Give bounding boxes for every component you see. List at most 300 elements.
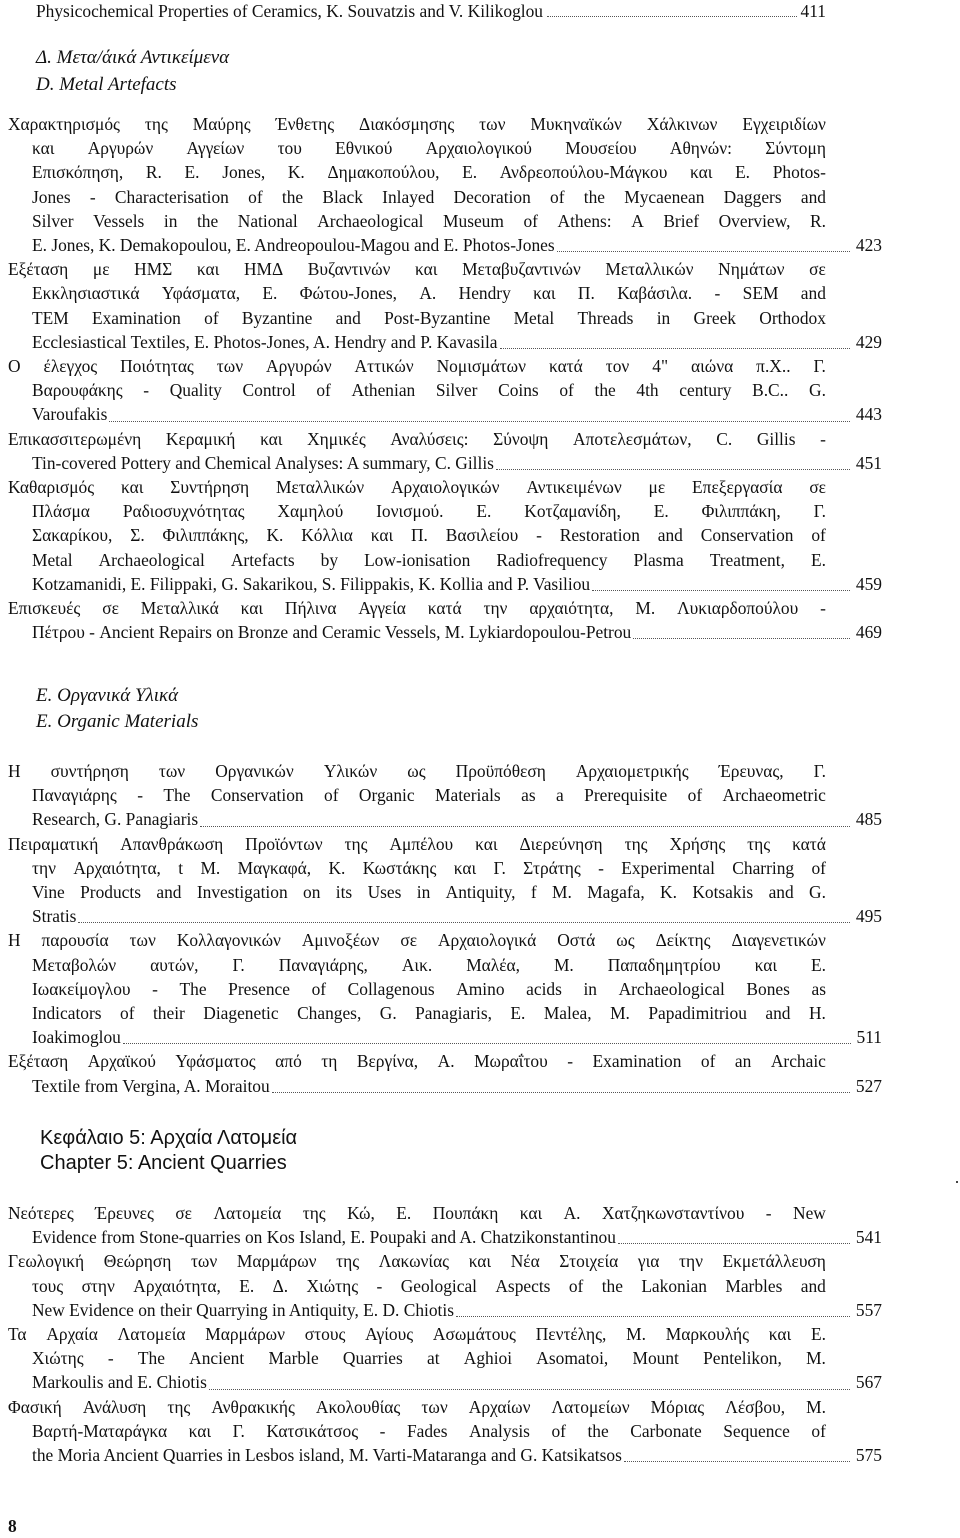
- toc-page-number: 485: [855, 809, 882, 830]
- toc-entry-last-line: [8, 1074, 882, 1098]
- word: Χημικές: [307, 428, 366, 449]
- toc-entry[interactable]: [8, 475, 882, 596]
- word: Collagenous: [347, 978, 435, 999]
- word: Αρχαϊκού: [87, 1051, 156, 1072]
- word: Γ.: [493, 857, 506, 878]
- word: G.: [379, 1003, 397, 1024]
- toc-entry-line: [8, 953, 826, 977]
- word: -: [765, 1203, 772, 1223]
- leader-dots: [272, 1074, 850, 1093]
- word: Restoration: [559, 525, 640, 546]
- toc-page-number: 469: [855, 622, 882, 643]
- word: Threads: [577, 307, 634, 328]
- word: Ε.: [239, 1275, 255, 1296]
- word: by: [320, 549, 339, 570]
- word: Εξέταση: [8, 1051, 69, 1072]
- toc-entry[interactable]: [8, 112, 882, 257]
- word: συντήρηση: [50, 761, 129, 781]
- word: Pentelikon,: [703, 1348, 782, 1369]
- word: on: [303, 882, 321, 903]
- word: παρουσία: [41, 930, 109, 951]
- word: Asomatoi,: [536, 1348, 609, 1369]
- toc-entry[interactable]: [8, 1049, 882, 1097]
- leader-dots: [557, 233, 850, 252]
- word: Inlayed: [382, 186, 435, 207]
- word: Lakonian: [641, 1275, 707, 1296]
- word: Athens:: [557, 210, 612, 231]
- toc-entry-text: Evidence from Stone-quarries on Kos Island, E. Poupaki and A. Chatzikonstantinou: [32, 1227, 616, 1248]
- word: Jones,: [222, 162, 266, 183]
- word: Malea,: [543, 1003, 592, 1024]
- word: αρχαιότητα,: [529, 598, 614, 619]
- word: των: [129, 930, 156, 951]
- word: Metal: [513, 307, 555, 328]
- word: Οργανικών: [215, 761, 294, 781]
- word: Ο: [8, 356, 21, 377]
- word: -: [89, 186, 96, 207]
- toc-entry-last-line: [8, 904, 882, 928]
- word: π.Χ..: [756, 356, 791, 377]
- section-heading-greek: Ε. Οργανικά Υλικά: [36, 685, 179, 706]
- word: Επικασσιτερωμένη: [8, 428, 142, 449]
- word: Daggers: [723, 186, 782, 207]
- word: their: [152, 1003, 185, 1024]
- word: Βασιλείου: [445, 525, 519, 546]
- word: Αρχαιομετρικής: [575, 761, 689, 781]
- word: Bones: [746, 978, 790, 999]
- toc-page-number: 541: [855, 1227, 882, 1248]
- word: E.: [810, 549, 826, 570]
- section-heading-english: D. Metal Artefacts: [36, 74, 177, 95]
- word: Μαλέα,: [466, 954, 520, 975]
- word: the: [587, 1420, 609, 1441]
- word: Πήλινα: [284, 598, 337, 619]
- word: Κ.: [266, 525, 284, 546]
- word: Αργυρών: [87, 138, 154, 159]
- word: G.: [809, 882, 826, 903]
- word: Uses: [367, 882, 402, 903]
- word: -: [143, 380, 150, 401]
- word: of: [550, 186, 565, 207]
- word: της: [336, 1251, 360, 1272]
- toc-entry-line: [8, 1346, 826, 1370]
- word: Hendry: [458, 283, 511, 304]
- word: Greek: [693, 307, 736, 328]
- word: Χατζηκωνσταντίνου: [601, 1203, 745, 1223]
- word: Ε.: [262, 283, 278, 304]
- toc-entry-line: [8, 160, 826, 184]
- word: Jones: [32, 186, 71, 207]
- word: Πλάσμα: [32, 501, 90, 522]
- word: τους: [32, 1275, 64, 1296]
- word: and: [800, 283, 826, 304]
- word: έλεγχος: [43, 356, 98, 377]
- word: Γεωλογική: [8, 1251, 85, 1272]
- toc-entry[interactable]: [8, 928, 882, 1049]
- word: και: [689, 162, 713, 183]
- word: Μ.: [553, 954, 574, 975]
- toc-page-number: 511: [856, 1027, 882, 1048]
- leader-dots: [633, 620, 850, 639]
- toc-entry[interactable]: [8, 1201, 882, 1249]
- word: Experimental: [621, 857, 715, 878]
- toc-entry[interactable]: [8, 257, 882, 354]
- word: αυτών,: [150, 954, 199, 975]
- word: ως: [407, 761, 426, 781]
- word: Archaic: [770, 1051, 826, 1072]
- word: Ε.: [396, 1203, 412, 1223]
- word: M.: [806, 1348, 826, 1369]
- word: Radiofrequency: [496, 549, 608, 570]
- section-heading-greek: Δ. Μετα/άικά Αντικείμενα: [36, 47, 230, 68]
- word: Νομισμάτων: [436, 356, 526, 377]
- word: Antiquity,: [445, 882, 516, 903]
- toc-entry-text: Textile from Vergina, A. Moraitou: [32, 1075, 270, 1096]
- word: Επεξεργασία: [692, 477, 783, 498]
- word: in: [163, 210, 178, 231]
- word: its: [335, 882, 353, 903]
- word: B.C..: [752, 380, 789, 401]
- word: Changes,: [297, 1003, 362, 1024]
- word: Ε.: [462, 162, 478, 183]
- word: Π.: [577, 283, 595, 304]
- word: Organic: [358, 785, 415, 806]
- word: Αποτελεσμάτων,: [573, 428, 692, 449]
- word: Μαρκουλής: [665, 1324, 749, 1345]
- toc-entry-line: [8, 783, 826, 807]
- word: στην: [81, 1275, 115, 1296]
- word: in: [583, 978, 597, 999]
- word: Πουπάκη: [432, 1203, 499, 1223]
- word: Κατσικάτσος: [266, 1420, 359, 1441]
- word: Χαρακτηρισμός: [8, 114, 120, 134]
- word: Στράτης: [523, 857, 581, 878]
- word: Αρχαιολογικά: [438, 930, 537, 951]
- toc-entry-text: Πέτρου - Ancient Repairs on Bronze and Ceramic Vessels, M. Lykiardopoulou-Petrou: [32, 622, 632, 643]
- word: Indicators: [32, 1003, 102, 1024]
- word: Βυζαντινών: [307, 259, 391, 280]
- word: Η: [8, 930, 21, 951]
- word: Αρχαιολογικών: [391, 477, 500, 498]
- running-head-title: Physicochemical Properties of Ceramics, K. Souvatzis and V. Kilikoglou: [36, 1, 543, 21]
- toc-entry-line: [8, 1001, 826, 1025]
- toc-page-number: 575: [855, 1445, 882, 1466]
- toc-entry-line: [8, 136, 826, 160]
- toc-entry-line: [8, 281, 826, 305]
- word: Κώ,: [347, 1203, 375, 1223]
- word: Ασωμάτους: [432, 1324, 516, 1345]
- word: Αναλύσεις:: [390, 428, 469, 449]
- word: and: [768, 882, 794, 903]
- word: Aghioi: [463, 1348, 513, 1369]
- word: Αρχαιολογικού: [425, 138, 532, 159]
- word: Γ.: [232, 1420, 245, 1441]
- word: Μαρμάρων: [205, 1324, 285, 1345]
- word: σε: [102, 598, 119, 619]
- toc-entry-text: E. Jones, K. Demakopoulou, E. Andreopoulou-Magou and E. Photos-Jones: [32, 235, 555, 256]
- word: Αθηνών:: [669, 138, 732, 159]
- word: των: [479, 114, 506, 134]
- toc-entry-last-line: [8, 233, 882, 257]
- word: Υφάσματος: [175, 1051, 256, 1072]
- word: ως: [616, 930, 635, 951]
- word: Sequence: [723, 1420, 790, 1441]
- word: Μόριας: [650, 1396, 705, 1417]
- word: Κεραμική: [165, 428, 236, 449]
- word: και: [415, 259, 438, 280]
- chapter-heading-english: Chapter 5: Ancient Quarries: [40, 1152, 287, 1174]
- word: Π.: [411, 525, 428, 546]
- word: Φιλιππάκη,: [701, 501, 781, 522]
- word: Παναγιάρης,: [278, 954, 368, 975]
- word: of: [311, 978, 327, 999]
- word: Αργυρών: [266, 356, 332, 377]
- toc-entry-last-line: [8, 451, 882, 475]
- word: Νέα: [510, 1251, 540, 1272]
- word: Quality: [169, 380, 222, 401]
- word: με: [648, 477, 666, 498]
- toc-entry-line: [8, 185, 826, 209]
- word: Φώτου-Jones,: [299, 283, 397, 304]
- word: Επισκευές: [8, 598, 81, 619]
- word: E.: [510, 1003, 526, 1024]
- word: Post-Byzantine: [384, 307, 491, 328]
- toc-entry-last-line: [8, 1370, 882, 1394]
- word: και: [475, 833, 498, 854]
- word: Μεταλλικά: [140, 598, 219, 619]
- word: Gillis: [756, 428, 796, 449]
- word: of: [687, 785, 703, 806]
- word: Αρχαία: [46, 1324, 98, 1345]
- word: Θεώρηση: [103, 1251, 172, 1272]
- word: Έρευνας,: [718, 761, 784, 781]
- word: Ιωακείμογλου: [32, 978, 131, 999]
- word: και: [32, 138, 55, 159]
- word: Χιώτης: [32, 1348, 84, 1369]
- word: Αρχαιότητα,: [73, 857, 161, 878]
- word: Σ.: [130, 525, 145, 546]
- word: Magafa,: [587, 882, 645, 903]
- word: Η: [8, 761, 21, 781]
- word: Μαρμάρων: [236, 1251, 317, 1272]
- word: in: [416, 882, 431, 903]
- word: -: [152, 978, 158, 999]
- toc-entry-line: [8, 1201, 826, 1225]
- leader-dots: [109, 402, 850, 421]
- leader-dots: [592, 572, 850, 591]
- toc-entry[interactable]: [8, 832, 882, 929]
- word: Χάλκινων: [646, 114, 718, 134]
- toc-entry-text: Varoufakis: [32, 404, 108, 425]
- toc-entry-text: Tin-covered Pottery and Chemical Analyses: A summary, C. Gillis: [32, 452, 494, 473]
- word: με: [92, 259, 110, 280]
- word: της: [747, 833, 771, 854]
- word: Καθαρισμός: [8, 477, 95, 498]
- word: of: [559, 380, 574, 401]
- word: Καβάσιλα.: [617, 283, 693, 304]
- toc-entry[interactable]: [8, 354, 882, 427]
- word: Coins: [498, 380, 539, 401]
- word: σε: [400, 930, 418, 951]
- word: Ε.: [653, 501, 669, 522]
- toc-entry-last-line: [8, 1225, 882, 1249]
- word: Γ.: [813, 501, 826, 522]
- toc-entry-line: [8, 1322, 826, 1346]
- word: και: [468, 1251, 492, 1272]
- word: Παναγιάρης: [32, 785, 117, 806]
- word: Εγχειριδίων: [742, 114, 826, 134]
- word: at: [426, 1348, 440, 1369]
- word: Presence: [228, 978, 290, 999]
- word: Α.: [437, 1051, 455, 1072]
- toc-entry-line: [8, 1395, 826, 1419]
- word: Vine: [32, 882, 65, 903]
- word: the: [594, 380, 616, 401]
- word: Βεργίνα,: [356, 1051, 419, 1072]
- word: Συντήρηση: [170, 477, 250, 498]
- word: Ραδιοσυχνότητας: [122, 501, 245, 522]
- word: της: [144, 114, 168, 134]
- word: and: [765, 1003, 791, 1024]
- word: of: [316, 380, 331, 401]
- word: Γ.: [232, 954, 245, 975]
- word: the: [281, 186, 304, 207]
- word: Σακαρίκου,: [32, 525, 113, 546]
- word: of: [120, 1003, 135, 1024]
- word: Μαγκαφά,: [237, 857, 312, 878]
- word: Archaeological: [98, 549, 205, 570]
- word: Mount: [632, 1348, 679, 1369]
- word: Ακολουθίας: [315, 1396, 401, 1417]
- word: και: [533, 283, 556, 304]
- word: Υλικών: [323, 761, 378, 781]
- word: και: [768, 1324, 792, 1345]
- toc-entry-last-line: [8, 620, 882, 644]
- leader-dots: [456, 1298, 850, 1317]
- toc-entry[interactable]: [8, 1395, 882, 1468]
- word: Treatment,: [709, 549, 785, 570]
- leader-dots: [78, 904, 849, 923]
- word: Archaeological: [317, 210, 424, 231]
- word: Νεότερες: [8, 1203, 74, 1223]
- word: Ε.: [810, 954, 826, 975]
- word: The: [137, 1348, 165, 1369]
- word: and: [335, 307, 361, 328]
- page-number: 8: [8, 1516, 17, 1536]
- toc-entry-last-line: [8, 1025, 882, 1049]
- word: Byzantine: [241, 307, 313, 328]
- word: Mycaenean: [624, 186, 705, 207]
- word: of: [568, 1275, 584, 1296]
- word: Κόλλια: [301, 525, 353, 546]
- toc-entry-line: [8, 306, 826, 330]
- word: και: [754, 954, 778, 975]
- toc-entry-line: [8, 378, 826, 402]
- toc-entry-line: [8, 1274, 826, 1298]
- word: -: [536, 525, 542, 546]
- toc-page-number: 443: [855, 404, 882, 425]
- word: the: [583, 186, 606, 207]
- toc-entry[interactable]: [8, 759, 882, 832]
- word: σε: [809, 477, 826, 498]
- word: Κωστάκης: [362, 857, 437, 878]
- word: of: [248, 186, 263, 207]
- word: Κολλαγονικών: [176, 930, 281, 951]
- word: Papadimitriou: [648, 1003, 747, 1024]
- toc-page-number: 495: [855, 906, 882, 927]
- word: Μυκηναϊκών: [530, 114, 622, 134]
- word: Brief: [663, 210, 700, 231]
- toc-page-number: 527: [855, 1075, 882, 1096]
- toc-page-number: 459: [855, 573, 882, 594]
- toc-entry[interactable]: [8, 427, 882, 475]
- word: C.: [716, 428, 733, 449]
- word: Vessels: [93, 210, 145, 231]
- word: Panagiaris,: [415, 1003, 492, 1024]
- word: Τα: [8, 1324, 27, 1345]
- toc-entry[interactable]: [8, 1249, 882, 1322]
- word: Examination: [91, 307, 181, 328]
- toc-entry-line: [8, 928, 826, 952]
- toc-entry-last-line: [8, 1443, 882, 1467]
- word: Λυκιαρδοπούλου: [677, 598, 799, 619]
- toc-entry-text: Kotzamanidi, E. Filippaki, G. Sakarikou, S. Filippakis, K. Kollia and P. Vasiliou: [32, 573, 591, 594]
- word: Διερεύνηση: [519, 833, 603, 854]
- word: R.: [145, 162, 162, 183]
- toc-entry-text: Ecclesiastical Textiles, E. Photos-Jones, A. Hendry and P. Kavasila: [32, 331, 498, 352]
- word: Λατομεία: [117, 1324, 186, 1345]
- word: και: [370, 525, 394, 546]
- toc-entry-last-line: [8, 572, 882, 596]
- word: ΗΜΔ: [243, 259, 284, 280]
- toc-entry[interactable]: [8, 1322, 882, 1395]
- word: Βαρουφάκης: [32, 380, 123, 401]
- word: των: [158, 761, 186, 781]
- word: Κ.: [287, 162, 305, 183]
- word: Prerequisite: [584, 785, 668, 806]
- word: Βαρτή-Ματαράγκα: [32, 1420, 168, 1441]
- word: the: [196, 210, 219, 231]
- word: 4": [652, 356, 669, 377]
- word: of: [700, 1051, 716, 1072]
- word: of: [811, 1420, 826, 1441]
- word: των: [190, 1251, 218, 1272]
- toc-entry-line: [8, 548, 826, 572]
- word: Quarries: [342, 1348, 403, 1369]
- word: Αγγεία: [358, 598, 406, 619]
- toc-entry[interactable]: [8, 596, 882, 644]
- word: as: [811, 978, 826, 999]
- chapter-heading-greek: Κεφάλαιο 5: Αρχαία Λατομεία: [40, 1127, 298, 1149]
- toc-entry-last-line: [8, 402, 882, 426]
- running-head-page: 411: [800, 1, 826, 21]
- word: Μ.: [806, 1396, 826, 1417]
- word: The: [179, 978, 207, 999]
- word: Ανθρακικής: [211, 1396, 295, 1417]
- word: Έρευνες: [95, 1203, 154, 1223]
- toc-entry-text: New Evidence on their Quarrying in Antiquity, E. D. Chiotis: [32, 1299, 454, 1320]
- toc-entry-line: [8, 832, 826, 856]
- leader-dots: [123, 1025, 851, 1044]
- word: Χιώτης: [306, 1275, 359, 1296]
- word: Κοτζαμανίδη,: [524, 501, 621, 522]
- word: Ανδρεοπούλου-Μάγκου: [499, 162, 668, 183]
- word: Ποιότητας: [120, 356, 194, 377]
- word: την: [32, 857, 56, 878]
- word: την: [678, 1251, 703, 1272]
- word: -: [567, 1051, 574, 1072]
- word: A.: [419, 283, 437, 304]
